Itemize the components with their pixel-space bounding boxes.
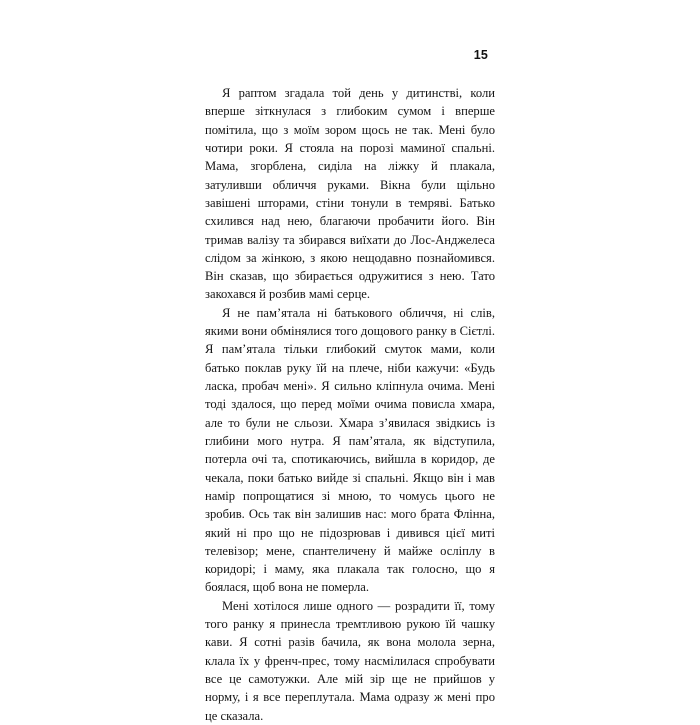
- paragraph: Я не пам’ятала ні батькового обличчя, ні слів, якими вони обмінялися того дощового ранку в Сієтлі. Я пам’ятала тільки глибокий смуток мами, коли батько поклав руку їй на плече, ніби кажучи: «Будь ласка, пробач мені». Я сильно кліпнула очима. Мені тоді здалося, що перед моїми очима повисла хмара, але то були не сльози. Хмара з’явилася звідкись із глибини мого нутра. Я пам’ятала, як відступила, потерла очі та, спотикаючись, вийшла в коридор, де чекала, поки батько вийде зі спальні. Якщо він і мав намір попрощатися зі мною, то чомусь цього не зробив. Ось так він залишив нас: мого брата Флінна, який ні про що не підозрював і дивився цієї миті телевізор; мене, спантеличену й майже осліплу в коридорі; і маму, яка плакала так голосно, що я боялася, щоб вона не померла.: [205, 305, 495, 595]
- paragraph: Мені хотілося лише одного — розрадити її, тому того ранку я принесла тремтливою рукою їй чашку кави. Я сотні разів бачила, як вона молола зерна, клала їх у френч-прес, тому насмілилася спробувати все це самотужки. Але мій зір ще не прийшов у норму, і я все переплутала. Мама одразу ж мені про це сказала.: [205, 598, 495, 723]
- body-text-column: [205, 84, 495, 725]
- page-number: 15: [473, 48, 488, 62]
- paragraph: Я раптом згадала той день у дитинстві, коли вперше зіткнулася з глибоким сумом і вперше помітила, що з моїм зором щось не так. Мені було чотири роки. Я стояла на порозі маминої спальні. Мама, згорблена, сиділа на ліжку й плакала, затуливши обличчя руками. Вікна були щільно завішені шторами, стіни тонули в темряві. Батько схилився над нею, благаючи пробачити його. Він тримав валізу та збирався виїхати до Лос-Анджелеса слідом за жінкою, з якою нещодавно познайомився. Він сказав, що збирається одружитися з нею. Тато закохався й розбив мамі серце.: [205, 86, 495, 302]
